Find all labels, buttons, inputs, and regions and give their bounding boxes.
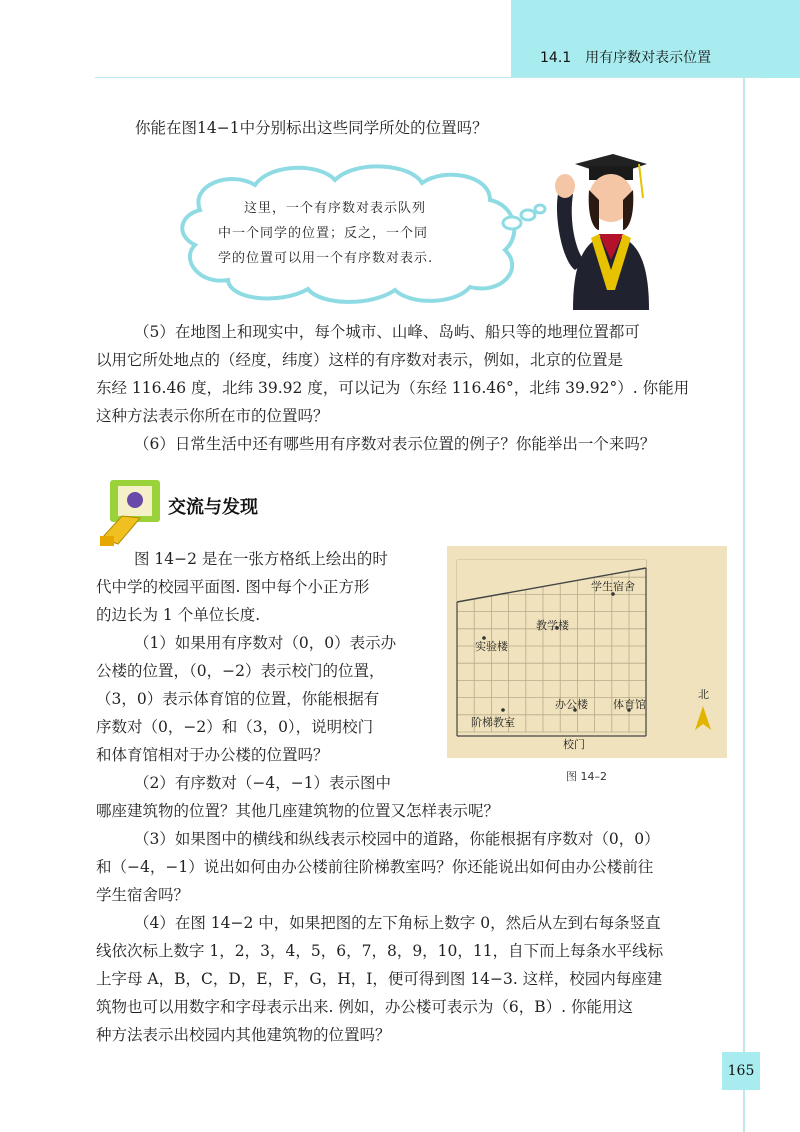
- figure-caption: 图 14–2: [566, 770, 607, 783]
- paragraph-6: （6）日常生活中还有哪些用有序数对表示位置的例子？你能举出一个来吗？: [134, 435, 656, 453]
- paragraph-line: （4）在图 14−2 中，如果把图的左下角标上数字 0，然后从左到右每条竖直: [134, 914, 661, 932]
- building-gymnasium: 体育馆: [613, 698, 646, 711]
- paragraph-line: 以用它所处地点的（经度，纬度）这样的有序数对表示，例如，北京的位置是: [96, 351, 624, 369]
- school-gate: 校门: [563, 738, 585, 751]
- paragraph-line: （1）如果用有序数对（0，0）表示办: [134, 634, 397, 652]
- north-label: 北: [698, 688, 709, 701]
- paragraph-line: 的边长为 1 个单位长度.: [96, 606, 261, 624]
- page-number: 165: [722, 1052, 760, 1090]
- building-office: 办公楼: [555, 698, 588, 711]
- building-dormitory: 学生宿舍: [591, 580, 635, 593]
- paragraph-line: 线依次标上数字 1，2，3，4，5，6，7，8，9，10，11，自下而上每条水平线标: [96, 942, 664, 960]
- building-lecture-hall: 阶梯教室: [471, 716, 515, 729]
- paragraph-line: 哪座建筑物的位置？其他几座建筑物的位置又怎样表示呢？: [96, 802, 500, 820]
- paragraph-line: 公楼的位置，（0，−2）表示校门的位置，: [96, 662, 385, 680]
- paragraph-line: 学生宿舍吗？: [96, 886, 190, 904]
- paragraph-line: 这种方法表示你所在市的位置吗？: [96, 407, 329, 425]
- bubble-line: 学的位置可以用一个有序数对表示.: [218, 251, 434, 266]
- section-number: 14.1: [540, 50, 572, 66]
- margin-rule: [743, 78, 745, 1132]
- bottom-text: [96, 797, 736, 1049]
- paragraph-line: 东经 116.46 度，北纬 39.92 度，可以记为（东经 116.46°，北纬 39.92°）. 你能用: [96, 379, 690, 397]
- paragraph-line: （2）有序数对（−4，−1）表示图中: [134, 774, 392, 792]
- discussion-icon: [100, 478, 162, 548]
- paragraph-line: 筑物也可以用数字和字母表示出来. 例如，办公楼可表示为（6，B）. 你能用这: [96, 998, 633, 1016]
- section-title: 交流与发现: [168, 497, 258, 518]
- building-laboratory: 实验楼: [475, 640, 508, 653]
- paragraph-line: 种方法表示出校园内其他建筑物的位置吗？: [96, 1026, 391, 1044]
- paragraph-line: 序数对（0，−2）和（3，0），说明校门: [96, 718, 374, 736]
- paragraph-line: （5）在地图上和现实中，每个城市、山峰、岛屿、船只等的地理位置都可: [134, 323, 640, 341]
- bubble-line: 这里，一个有序数对表示队列: [244, 201, 427, 216]
- intro-question: 你能在图14−1中分别标出这些同学所处的位置吗？: [135, 119, 488, 137]
- campus-map: [447, 546, 727, 762]
- paragraph-line: 图 14−2 是在一张方格纸上绘出的时: [134, 550, 388, 568]
- paragraph-line: （3，0）表示体育馆的位置，你能根据有: [96, 690, 380, 708]
- graduate-student-illustration: [535, 150, 675, 310]
- paragraph-line: 和体育馆相对于办公楼的位置吗？: [96, 746, 329, 764]
- paragraph-line: 上字母 A，B，C，D，E，F，G，H，I，便可得到图 14−3. 这样，校园内每座建: [96, 970, 663, 988]
- paragraph-line: （3）如果图中的横线和纵线表示校园中的道路，你能根据有序数对（0，0）: [134, 830, 660, 848]
- running-header: [540, 47, 711, 67]
- paragraph-5: [96, 318, 726, 458]
- paragraph-line: 和（−4，−1）说出如何由办公楼前往阶梯教室吗？你还能说出如何由办公楼前往: [96, 858, 654, 876]
- discussion-text: [96, 545, 436, 797]
- header-rule: [95, 77, 760, 78]
- thought-bubble-text: [218, 196, 433, 271]
- paragraph-line: 代中学的校园平面图. 图中每个小正方形: [96, 578, 370, 596]
- section-heading: 用有序数对表示位置: [585, 50, 712, 66]
- bubble-line: 中一个同学的位置；反之，一个同: [218, 226, 429, 241]
- building-teaching: 教学楼: [536, 619, 569, 632]
